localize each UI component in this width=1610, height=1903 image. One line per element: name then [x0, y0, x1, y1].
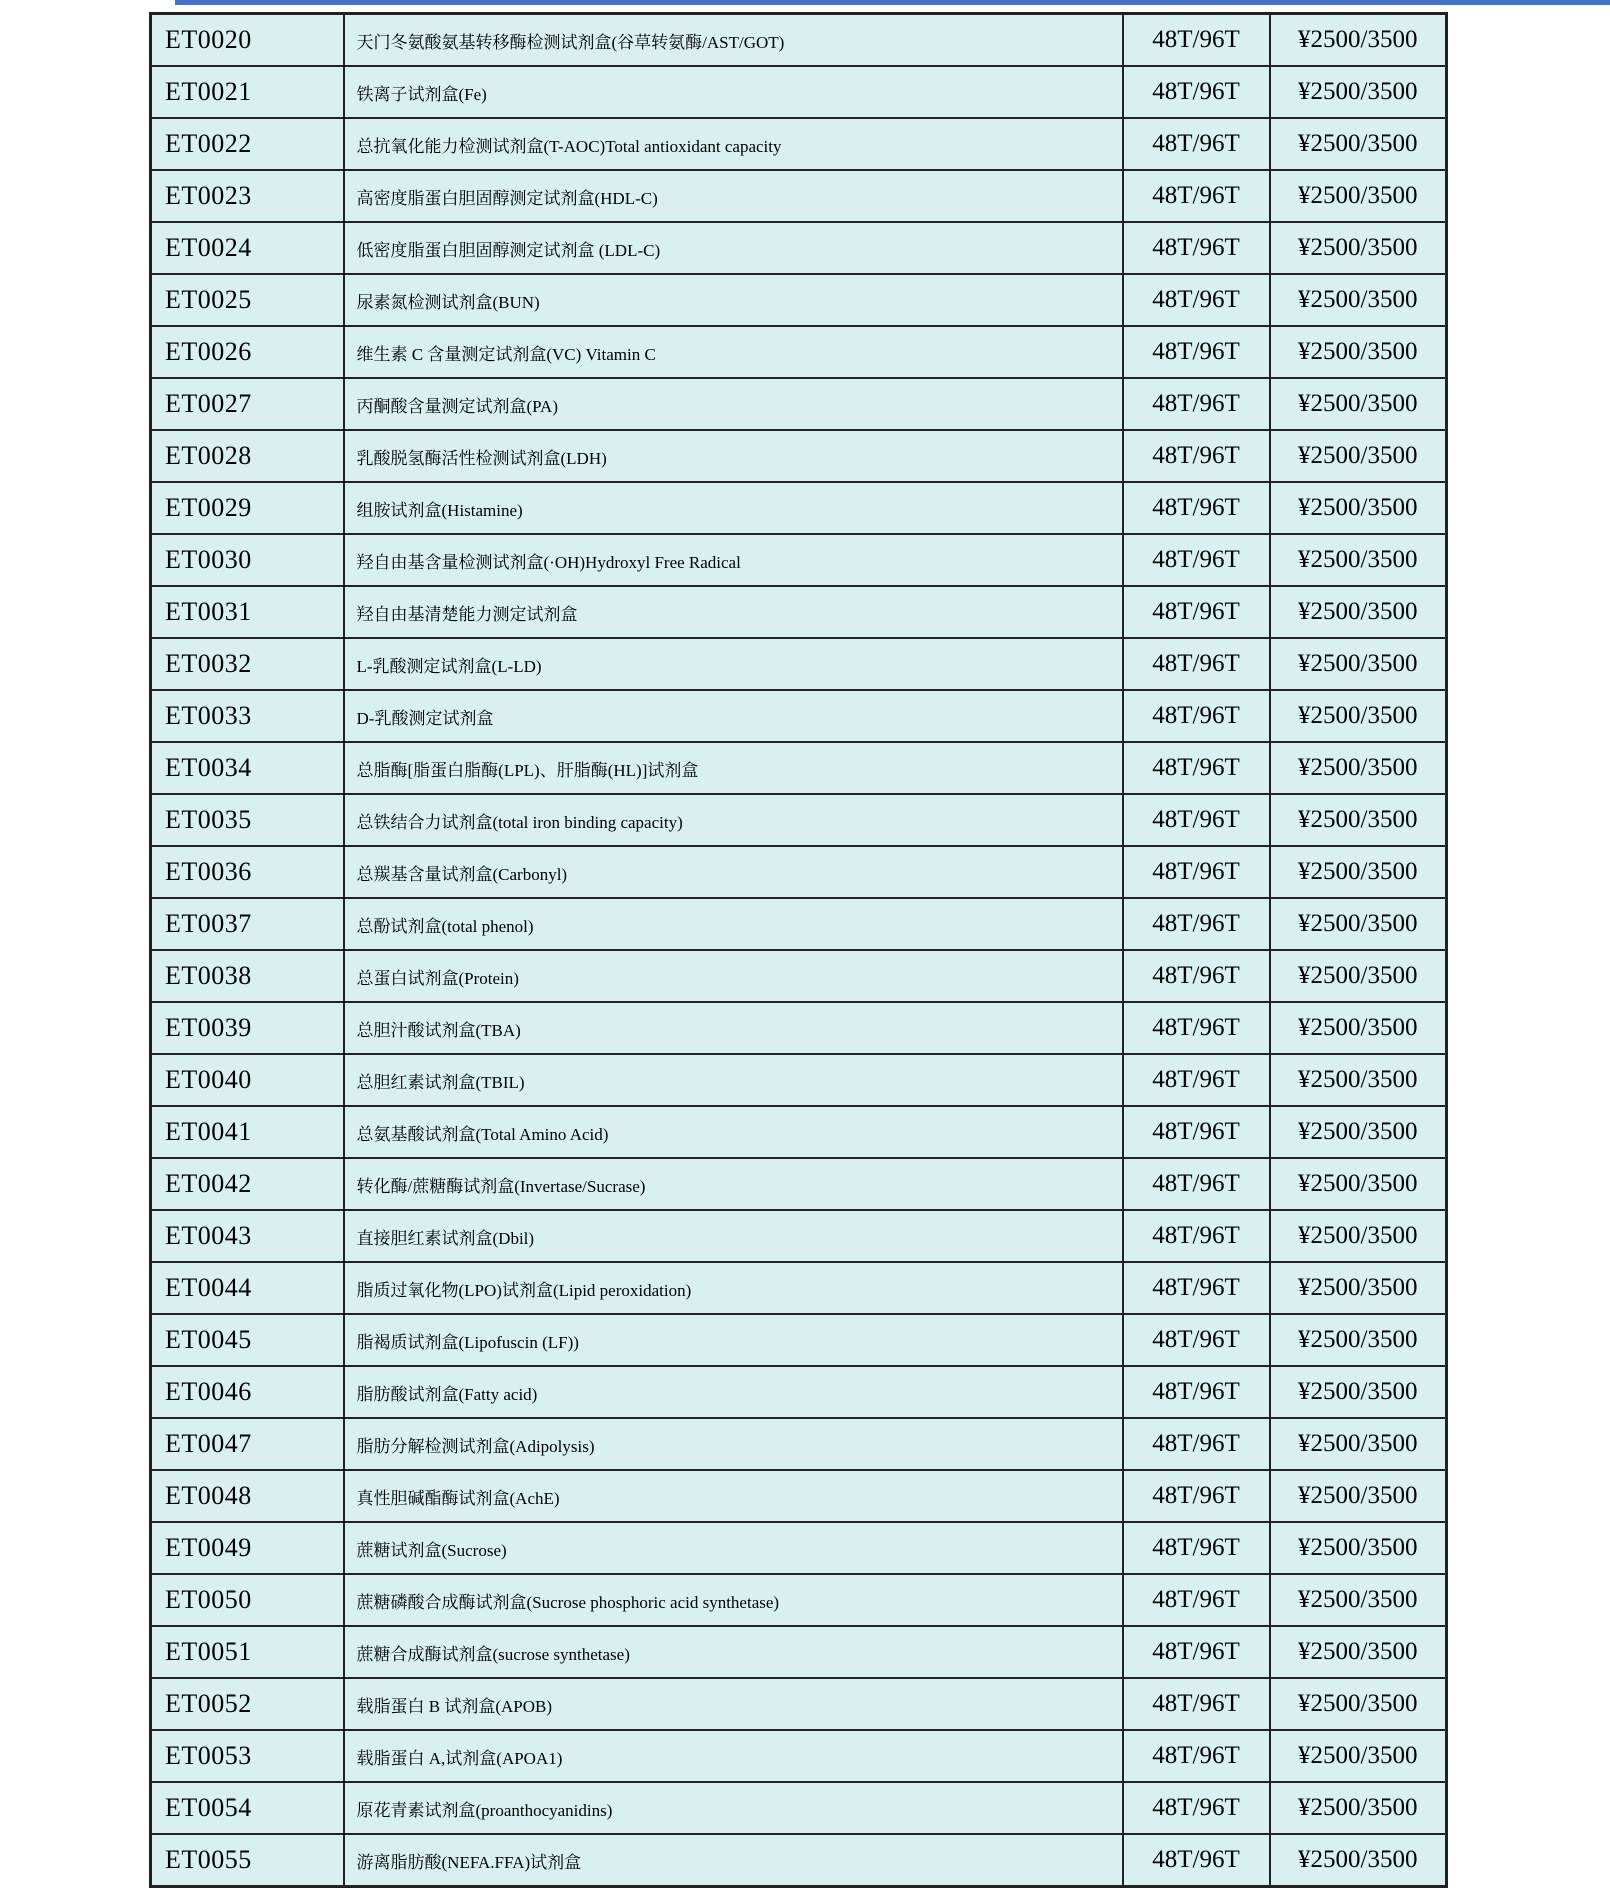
product-code-cell: ET0028 — [151, 430, 344, 482]
product-name-cell: 真性胆碱酯酶试剂盒(AchE) — [344, 1470, 1123, 1522]
product-name-cell: 蔗糖试剂盒(Sucrose) — [344, 1522, 1123, 1574]
product-name-cell: L-乳酸测定试剂盒(L-LD) — [344, 638, 1123, 690]
product-name-cell: 乳酸脱氢酶活性检测试剂盒(LDH) — [344, 430, 1123, 482]
product-name-cell: D-乳酸测定试剂盒 — [344, 690, 1123, 742]
product-price-cell: ¥2500/3500 — [1270, 430, 1447, 482]
product-price-cell: ¥2500/3500 — [1270, 794, 1447, 846]
product-spec-cell: 48T/96T — [1123, 1782, 1270, 1834]
product-price-cell: ¥2500/3500 — [1270, 1626, 1447, 1678]
product-spec-cell: 48T/96T — [1123, 378, 1270, 430]
product-spec-cell: 48T/96T — [1123, 482, 1270, 534]
product-price-cell: ¥2500/3500 — [1270, 1106, 1447, 1158]
product-name-cell: 转化酶/蔗糖酶试剂盒(Invertase/Sucrase) — [344, 1158, 1123, 1210]
product-name-cell: 羟自由基清楚能力测定试剂盒 — [344, 586, 1123, 638]
product-code-cell: ET0037 — [151, 898, 344, 950]
product-code-cell: ET0031 — [151, 586, 344, 638]
product-spec-cell: 48T/96T — [1123, 1366, 1270, 1418]
table-row — [151, 1262, 1447, 1314]
product-price-cell: ¥2500/3500 — [1270, 1834, 1447, 1887]
product-name-cell: 游离脂肪酸(NEFA.FFA)试剂盒 — [344, 1834, 1123, 1887]
table-row — [151, 326, 1447, 378]
product-price-cell: ¥2500/3500 — [1270, 1002, 1447, 1054]
table-row — [151, 1730, 1447, 1782]
table-row — [151, 1366, 1447, 1418]
product-price-cell: ¥2500/3500 — [1270, 1678, 1447, 1730]
product-name-cell: 尿素氮检测试剂盒(BUN) — [344, 274, 1123, 326]
product-code-cell: ET0045 — [151, 1314, 344, 1366]
product-spec-cell: 48T/96T — [1123, 1470, 1270, 1522]
table-row — [151, 1314, 1447, 1366]
table-row — [151, 378, 1447, 430]
product-code-cell: ET0048 — [151, 1470, 344, 1522]
product-code-cell: ET0054 — [151, 1782, 344, 1834]
product-spec-cell: 48T/96T — [1123, 326, 1270, 378]
reagent-price-table — [149, 12, 1448, 1888]
product-price-cell: ¥2500/3500 — [1270, 222, 1447, 274]
product-code-cell: ET0025 — [151, 274, 344, 326]
table-row — [151, 482, 1447, 534]
product-spec-cell: 48T/96T — [1123, 14, 1270, 67]
product-spec-cell: 48T/96T — [1123, 742, 1270, 794]
product-code-cell: ET0051 — [151, 1626, 344, 1678]
table-row — [151, 430, 1447, 482]
product-code-cell: ET0040 — [151, 1054, 344, 1106]
product-spec-cell: 48T/96T — [1123, 1834, 1270, 1887]
product-spec-cell: 48T/96T — [1123, 534, 1270, 586]
product-name-cell: 原花青素试剂盒(proanthocyanidins) — [344, 1782, 1123, 1834]
product-spec-cell: 48T/96T — [1123, 690, 1270, 742]
product-code-cell: ET0029 — [151, 482, 344, 534]
product-name-cell: 丙酮酸含量测定试剂盒(PA) — [344, 378, 1123, 430]
product-spec-cell: 48T/96T — [1123, 586, 1270, 638]
product-name-cell: 总氨基酸试剂盒(Total Amino Acid) — [344, 1106, 1123, 1158]
table-row — [151, 66, 1447, 118]
product-spec-cell: 48T/96T — [1123, 1158, 1270, 1210]
product-price-cell: ¥2500/3500 — [1270, 586, 1447, 638]
product-name-cell: 脂肪分解检测试剂盒(Adipolysis) — [344, 1418, 1123, 1470]
product-name-cell: 总胆红素试剂盒(TBIL) — [344, 1054, 1123, 1106]
product-price-cell: ¥2500/3500 — [1270, 898, 1447, 950]
product-spec-cell: 48T/96T — [1123, 794, 1270, 846]
product-code-cell: ET0055 — [151, 1834, 344, 1887]
table-row — [151, 950, 1447, 1002]
product-spec-cell: 48T/96T — [1123, 1574, 1270, 1626]
product-price-cell: ¥2500/3500 — [1270, 1158, 1447, 1210]
table-row — [151, 1834, 1447, 1887]
product-name-cell: 组胺试剂盒(Histamine) — [344, 482, 1123, 534]
product-spec-cell: 48T/96T — [1123, 846, 1270, 898]
product-name-cell: 载脂蛋白 B 试剂盒(APOB) — [344, 1678, 1123, 1730]
product-name-cell: 铁离子试剂盒(Fe) — [344, 66, 1123, 118]
product-price-cell: ¥2500/3500 — [1270, 950, 1447, 1002]
product-code-cell: ET0035 — [151, 794, 344, 846]
table-row — [151, 690, 1447, 742]
product-spec-cell: 48T/96T — [1123, 1730, 1270, 1782]
table-row — [151, 638, 1447, 690]
product-name-cell: 天门冬氨酸氨基转移酶检测试剂盒(谷草转氨酶/AST/GOT) — [344, 14, 1123, 67]
table-row — [151, 742, 1447, 794]
product-code-cell: ET0026 — [151, 326, 344, 378]
product-code-cell: ET0047 — [151, 1418, 344, 1470]
table-row — [151, 1054, 1447, 1106]
product-name-cell: 载脂蛋白 A,试剂盒(APOA1) — [344, 1730, 1123, 1782]
product-price-cell: ¥2500/3500 — [1270, 638, 1447, 690]
product-code-cell: ET0022 — [151, 118, 344, 170]
product-price-cell: ¥2500/3500 — [1270, 118, 1447, 170]
product-code-cell: ET0030 — [151, 534, 344, 586]
price-table-body — [151, 14, 1447, 1887]
product-code-cell: ET0033 — [151, 690, 344, 742]
product-name-cell: 羟自由基含量检测试剂盒(·OH)Hydroxyl Free Radical — [344, 534, 1123, 586]
product-price-cell: ¥2500/3500 — [1270, 1730, 1447, 1782]
product-price-cell: ¥2500/3500 — [1270, 1210, 1447, 1262]
product-name-cell: 脂肪酸试剂盒(Fatty acid) — [344, 1366, 1123, 1418]
product-name-cell: 总羰基含量试剂盒(Carbonyl) — [344, 846, 1123, 898]
product-spec-cell: 48T/96T — [1123, 66, 1270, 118]
product-spec-cell: 48T/96T — [1123, 950, 1270, 1002]
product-spec-cell: 48T/96T — [1123, 1418, 1270, 1470]
product-spec-cell: 48T/96T — [1123, 1210, 1270, 1262]
table-row — [151, 170, 1447, 222]
product-spec-cell: 48T/96T — [1123, 430, 1270, 482]
product-price-cell: ¥2500/3500 — [1270, 1366, 1447, 1418]
table-row — [151, 1522, 1447, 1574]
product-name-cell: 蔗糖合成酶试剂盒(sucrose synthetase) — [344, 1626, 1123, 1678]
product-price-cell: ¥2500/3500 — [1270, 1574, 1447, 1626]
product-name-cell: 脂褐质试剂盒(Lipofuscin (LF)) — [344, 1314, 1123, 1366]
table-row — [151, 222, 1447, 274]
product-price-cell: ¥2500/3500 — [1270, 534, 1447, 586]
product-price-cell: ¥2500/3500 — [1270, 378, 1447, 430]
product-price-cell: ¥2500/3500 — [1270, 170, 1447, 222]
table-row — [151, 1210, 1447, 1262]
table-row — [151, 1782, 1447, 1834]
product-spec-cell: 48T/96T — [1123, 638, 1270, 690]
table-row — [151, 1158, 1447, 1210]
product-spec-cell: 48T/96T — [1123, 118, 1270, 170]
product-name-cell: 低密度脂蛋白胆固醇测定试剂盒 (LDL-C) — [344, 222, 1123, 274]
table-row — [151, 1574, 1447, 1626]
product-price-cell: ¥2500/3500 — [1270, 690, 1447, 742]
product-spec-cell: 48T/96T — [1123, 1626, 1270, 1678]
table-row — [151, 1002, 1447, 1054]
product-code-cell: ET0039 — [151, 1002, 344, 1054]
product-code-cell: ET0020 — [151, 14, 344, 67]
table-row — [151, 274, 1447, 326]
product-spec-cell: 48T/96T — [1123, 1678, 1270, 1730]
table-row — [151, 534, 1447, 586]
product-price-cell: ¥2500/3500 — [1270, 66, 1447, 118]
product-code-cell: ET0044 — [151, 1262, 344, 1314]
product-name-cell: 总铁结合力试剂盒(total iron binding capacity) — [344, 794, 1123, 846]
product-spec-cell: 48T/96T — [1123, 1314, 1270, 1366]
product-name-cell: 直接胆红素试剂盒(Dbil) — [344, 1210, 1123, 1262]
product-code-cell: ET0036 — [151, 846, 344, 898]
product-price-cell: ¥2500/3500 — [1270, 14, 1447, 67]
product-name-cell: 总蛋白试剂盒(Protein) — [344, 950, 1123, 1002]
product-code-cell: ET0046 — [151, 1366, 344, 1418]
top-divider-bar — [175, 0, 1610, 5]
product-spec-cell: 48T/96T — [1123, 170, 1270, 222]
product-name-cell: 高密度脂蛋白胆固醇测定试剂盒(HDL-C) — [344, 170, 1123, 222]
product-code-cell: ET0043 — [151, 1210, 344, 1262]
product-code-cell: ET0053 — [151, 1730, 344, 1782]
product-code-cell: ET0042 — [151, 1158, 344, 1210]
product-spec-cell: 48T/96T — [1123, 898, 1270, 950]
table-row — [151, 1418, 1447, 1470]
product-price-cell: ¥2500/3500 — [1270, 482, 1447, 534]
product-name-cell: 总胆汁酸试剂盒(TBA) — [344, 1002, 1123, 1054]
product-code-cell: ET0032 — [151, 638, 344, 690]
product-price-cell: ¥2500/3500 — [1270, 1522, 1447, 1574]
product-code-cell: ET0041 — [151, 1106, 344, 1158]
table-row — [151, 1626, 1447, 1678]
product-spec-cell: 48T/96T — [1123, 1262, 1270, 1314]
product-code-cell: ET0027 — [151, 378, 344, 430]
product-price-cell: ¥2500/3500 — [1270, 274, 1447, 326]
product-code-cell: ET0034 — [151, 742, 344, 794]
product-spec-cell: 48T/96T — [1123, 1054, 1270, 1106]
product-code-cell: ET0021 — [151, 66, 344, 118]
product-price-cell: ¥2500/3500 — [1270, 742, 1447, 794]
product-spec-cell: 48T/96T — [1123, 222, 1270, 274]
product-name-cell: 维生素 C 含量测定试剂盒(VC) Vitamin C — [344, 326, 1123, 378]
table-row — [151, 586, 1447, 638]
product-spec-cell: 48T/96T — [1123, 1106, 1270, 1158]
product-code-cell: ET0038 — [151, 950, 344, 1002]
table-row — [151, 1678, 1447, 1730]
table-row — [151, 846, 1447, 898]
product-price-cell: ¥2500/3500 — [1270, 846, 1447, 898]
product-code-cell: ET0050 — [151, 1574, 344, 1626]
product-code-cell: ET0049 — [151, 1522, 344, 1574]
product-spec-cell: 48T/96T — [1123, 1002, 1270, 1054]
product-price-cell: ¥2500/3500 — [1270, 1054, 1447, 1106]
table-row — [151, 1106, 1447, 1158]
product-spec-cell: 48T/96T — [1123, 1522, 1270, 1574]
product-spec-cell: 48T/96T — [1123, 274, 1270, 326]
product-name-cell: 总酚试剂盒(total phenol) — [344, 898, 1123, 950]
product-name-cell: 脂质过氧化物(LPO)试剂盒(Lipid peroxidation) — [344, 1262, 1123, 1314]
table-row — [151, 794, 1447, 846]
product-price-cell: ¥2500/3500 — [1270, 1418, 1447, 1470]
product-price-cell: ¥2500/3500 — [1270, 1470, 1447, 1522]
product-code-cell: ET0052 — [151, 1678, 344, 1730]
product-price-cell: ¥2500/3500 — [1270, 1262, 1447, 1314]
product-code-cell: ET0023 — [151, 170, 344, 222]
product-code-cell: ET0024 — [151, 222, 344, 274]
product-price-cell: ¥2500/3500 — [1270, 326, 1447, 378]
product-price-cell: ¥2500/3500 — [1270, 1314, 1447, 1366]
table-row — [151, 14, 1447, 67]
product-name-cell: 总脂酶[脂蛋白脂酶(LPL)、肝脂酶(HL)]试剂盒 — [344, 742, 1123, 794]
product-name-cell: 总抗氧化能力检测试剂盒(T-AOC)Total antioxidant capacity — [344, 118, 1123, 170]
product-name-cell: 蔗糖磷酸合成酶试剂盒(Sucrose phosphoric acid synthetase) — [344, 1574, 1123, 1626]
table-row — [151, 898, 1447, 950]
table-row — [151, 118, 1447, 170]
table-row — [151, 1470, 1447, 1522]
product-price-cell: ¥2500/3500 — [1270, 1782, 1447, 1834]
